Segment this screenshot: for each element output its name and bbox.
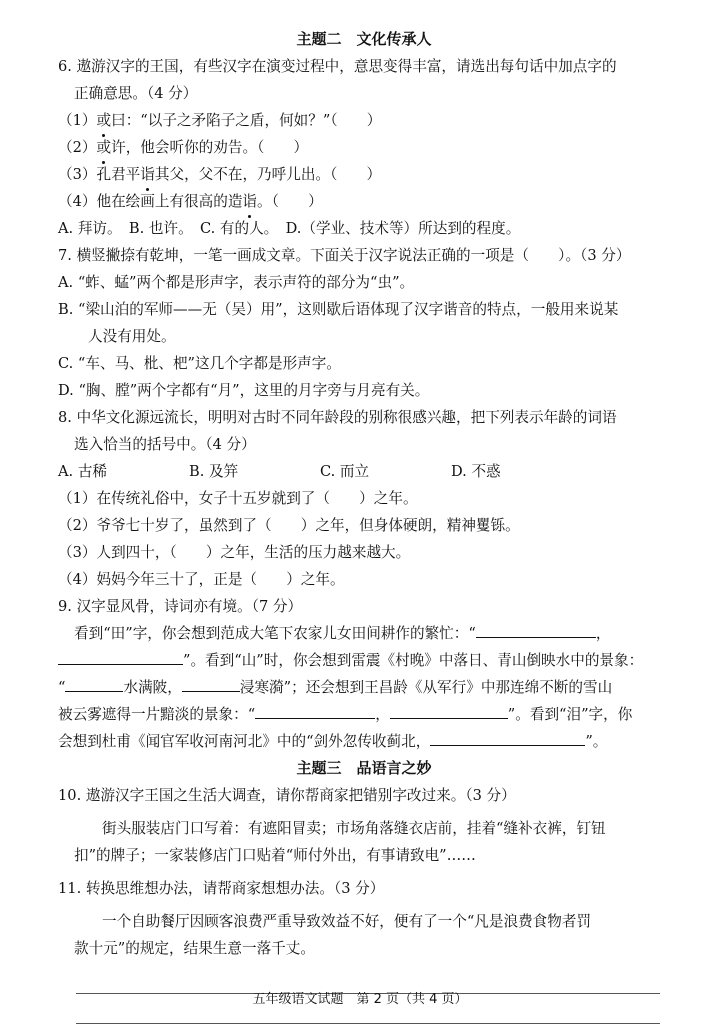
q6-item-1-dotted-char: 或	[96, 107, 111, 134]
q8-stem-line2: 选入恰当的括号中。（4 分）	[74, 436, 256, 453]
q6-item-3-rest: 其父，父不在，乃呼儿出。（ ）	[154, 166, 382, 183]
q6-options: A. 拜访。 B. 也许。 C. 有的人。 D.（学业、技术等）所达到的程度。	[58, 220, 521, 237]
q6-item-3-start: （3）孔君平	[58, 166, 141, 183]
theme3-title: 主题三 品语言之妙	[296, 759, 432, 777]
q8-options	[58, 458, 670, 485]
q9-para-line4	[58, 701, 670, 728]
q6-item-2	[58, 134, 670, 161]
q9-answer-blank-6[interactable]	[390, 701, 508, 719]
question-6	[58, 53, 670, 242]
q6-item-4-dotted-char: 诣	[242, 188, 257, 215]
q8-item-3: （3）人到四十，（ ）之年，生活的压力越来越大。	[58, 544, 411, 561]
q11-para-line2: 款十元”的规定，结果生意一落千丈。	[74, 940, 315, 957]
question-10	[58, 782, 670, 869]
q9-para-line5	[58, 728, 670, 755]
q6-item-1	[58, 107, 670, 134]
q9-answer-blank-4[interactable]	[182, 674, 240, 692]
q7-option-d: D. “胸、膛”两个字都有“月”，这里的月字旁与月亮有关。	[58, 382, 430, 399]
q9-line5-text: 会想到杜甫《闻官军收河南河北》中的“剑外忽传收蓟北，	[58, 733, 431, 750]
q6-stem-line2: 正确意思。（4 分）	[74, 85, 198, 102]
q9-stem: 9. 汉字显风骨，诗词亦有境。（7 分）	[58, 598, 303, 615]
q9-para-line2	[58, 647, 670, 674]
q6-stem-line1: 6. 遨游汉字的王国，有些汉字在演变过程中，意思变得丰富，请选出每句话中加点字的	[58, 58, 617, 75]
q10-para-line1: 街头服装店门口写着：有遮阳冒卖；市场角落缝衣店前，挂着“缝补衣裤，钉钮	[102, 820, 606, 837]
question-9	[58, 593, 670, 755]
q9-line4-end: ”。看到“泪”字，你	[507, 706, 633, 723]
q6-item-4	[58, 188, 670, 215]
theme2-title: 主题二 文化传承人	[296, 30, 432, 48]
q6-item-2-rest: 许，他会听你的劝告。（ ）	[111, 139, 309, 156]
q8-option-d: D. 不惑	[451, 463, 501, 480]
q9-answer-blank-5[interactable]	[255, 701, 375, 719]
q6-item-2-num: （2）	[58, 139, 97, 156]
q9-para-line3	[58, 674, 670, 701]
question-7	[58, 242, 670, 404]
q7-option-b-line2: 人没有用处。	[88, 328, 176, 345]
q6-item-4-start: （4）他在绘画上有很高的造	[58, 193, 243, 210]
q10-stem: 10. 遨游汉字王国之生活大调查，请你帮商家把错别字改过来。（3 分）	[58, 787, 516, 804]
question-8	[58, 404, 670, 593]
q9-answer-blank-1[interactable]	[476, 620, 596, 638]
page-footer: 五年级语文试题 第 2 页（共 4 页）	[252, 992, 468, 1007]
q8-item-2: （2）爷爷七十岁了，虽然到了（ ）之年，但身体硬朗，精神矍铄。	[58, 517, 520, 534]
q9-line1-end: ，	[595, 625, 611, 642]
q9-line4-text: 被云雾遮得一片黯淡的景象：“	[58, 706, 256, 723]
q9-para-line1	[58, 620, 670, 647]
q9-answer-blank-3[interactable]	[65, 674, 123, 692]
q9-line5-end: ”。	[585, 733, 608, 750]
exam-content	[58, 0, 670, 1024]
q11-para-line1: 一个自助餐厅因顾客浪费严重导致效益不好，便有了一个“凡是浪费食物者罚	[102, 913, 592, 930]
q9-line1-text: 看到“田”字，你会想到范成大笔下农家儿女田间耕作的繁忙：“	[74, 625, 476, 642]
q7-option-c: C. “车、马、枇、杷”这几个字都是形声字。	[58, 355, 341, 372]
q8-item-1: （1）在传统礼俗中，女子十五岁就到了（ ）之年。	[58, 490, 418, 507]
q8-stem-line1: 8. 中华文化源远流长，明明对古时不同年龄段的别称很感兴趣，把下列表示年龄的词语	[58, 409, 617, 426]
q11-stem: 11. 转换思维想办法，请帮商家想想办法。（3 分）	[58, 880, 385, 897]
q6-item-1-rest: 曰：“以子之矛陷子之盾，何如？”（ ）	[111, 112, 382, 129]
q6-item-3-dotted-char: 诣	[140, 161, 155, 188]
q8-item-4: （4）妈妈今年三十了，正是（ ）之年。	[58, 571, 345, 588]
q7-stem: 7. 横竖撇捺有乾坤，一笔一画成文章。下面关于汉字说法正确的一项是（ ）。（3 分）	[58, 247, 631, 264]
q8-option-b: B. 及笄	[189, 463, 239, 480]
q6-item-2-dotted-char: 或	[96, 134, 111, 161]
q6-item-1-num: （1）	[58, 112, 97, 129]
q9-line4-comma: ，	[375, 706, 390, 723]
q6-item-3	[58, 161, 670, 188]
q10-para-line2: 扣”的牌子；一家装修店门口贴着“师付外出，有事请致电”……	[74, 847, 476, 864]
q7-option-a: A. “蚱、蜢”两个都是形声字，表示声符的部分为“虫”。	[58, 274, 415, 291]
q9-answer-blank-2[interactable]	[58, 647, 183, 665]
q7-option-b-line1: B. “梁山泊的军师——无（吴）用”，这则歇后语体现了汉字谐音的特点，一般用来说某	[58, 301, 619, 318]
q9-line3-text: 浸寒漪”；还会想到王昌龄《从军行》中那连绵不断的雪山	[239, 679, 613, 696]
q6-item-4-rest: 。（ ）	[257, 193, 323, 210]
q9-line2-text: ”。看到“山”时，你会想到雷震《村晚》中落日、青山倒映水中的景象：	[183, 652, 644, 669]
q9-line3-open: “	[58, 679, 66, 696]
q9-answer-blank-7[interactable]	[430, 728, 585, 746]
q8-option-c: C. 而立	[320, 463, 370, 480]
q9-line3-mid: 水满陂，	[123, 679, 182, 696]
q8-option-a: A. 古稀	[58, 463, 108, 480]
